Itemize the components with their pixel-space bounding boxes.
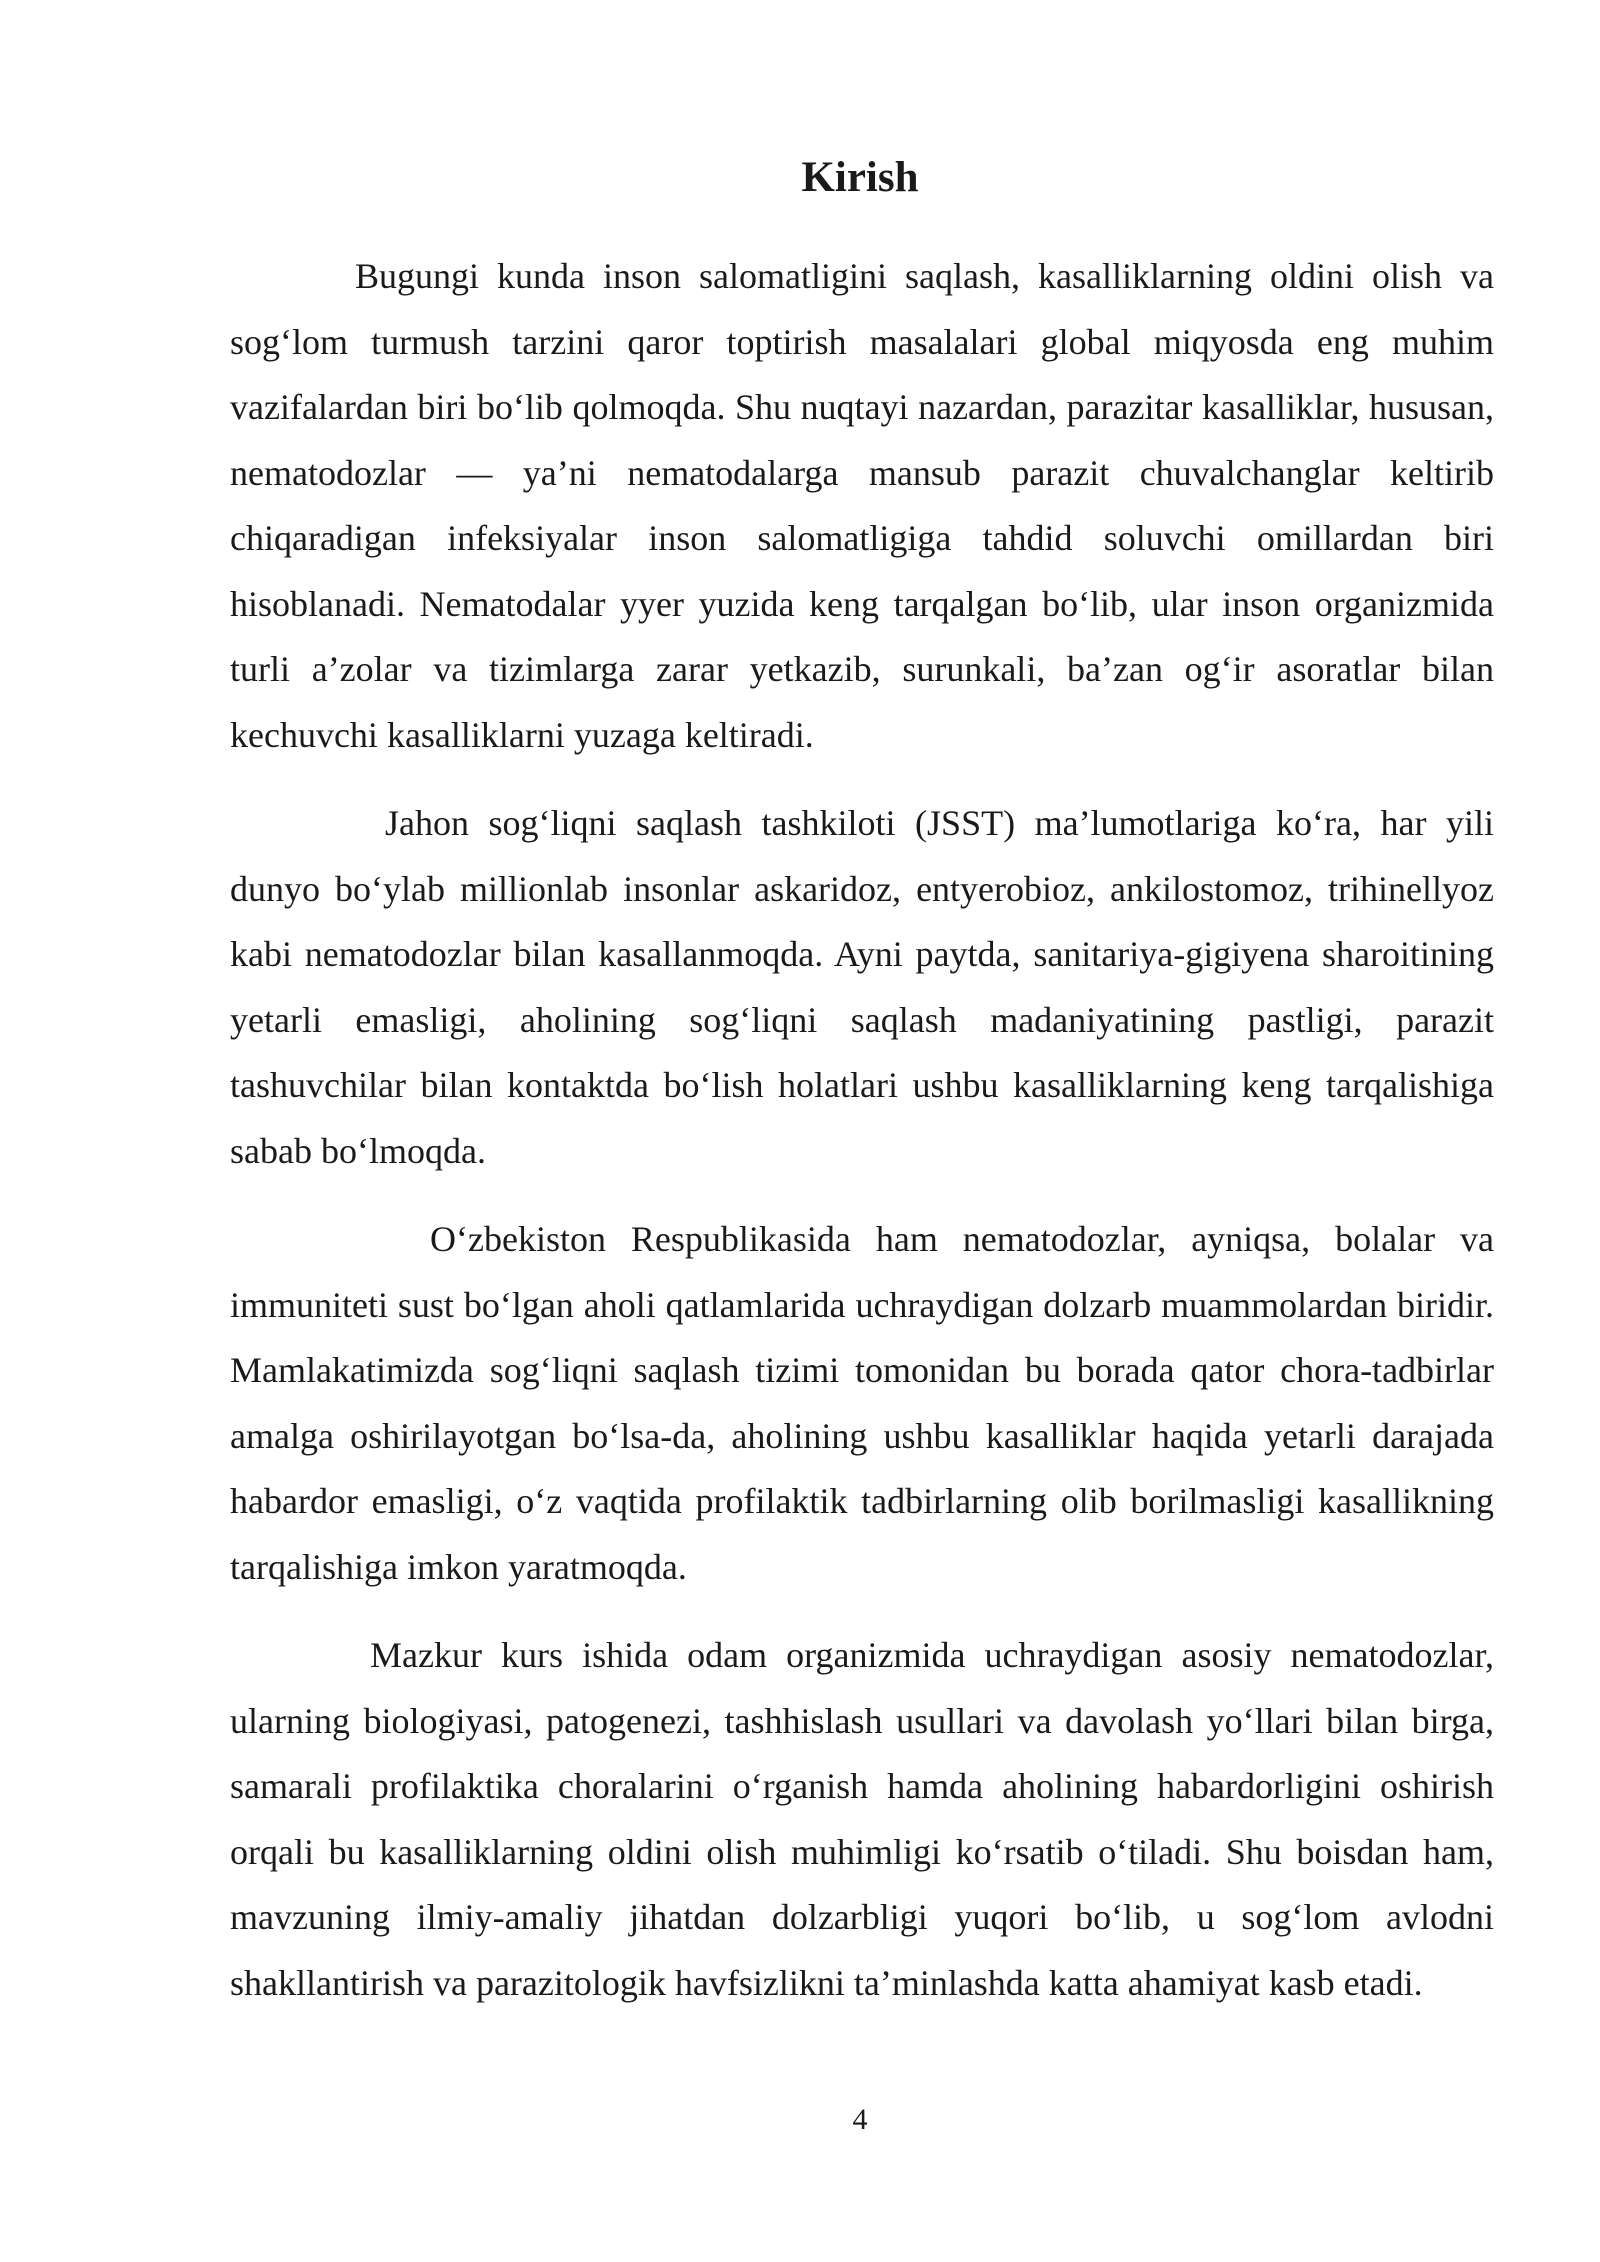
page-title: Kirish: [801, 154, 919, 201]
paragraph-3: O‘zbekiston Respublikasida ham nematodozlar, ayniqsa, bolalar va immuniteti sust bo‘lgan aholi qatlamlarida uchraydigan dolzarb muammolardan biridir. Mamlakatimizda sog‘liqni saqlash tizimi tomonidan bu borada qator chora-tadbirlar amalga oshirilayotgan bo‘lsa-da, aholining ushbu kasalliklar haqida yetarli darajada habardor emasligi, o‘z vaqtida profilaktik tadbirlarning olib borilmasligi kasallikning tarqalishiga imkon yaratmoqda.: [230, 1219, 1494, 1587]
body-text: [230, 244, 1494, 2016]
paragraph-1: Bugungi kunda inson salomatligini saqlash, kasalliklarning oldini olish va sog‘lom turmush tarzini qaror toptirish masalalari global miqyosda eng muhim vazifalardan biri bo‘lib qolmoqda. Shu nuqtayi nazardan, parazitar kasalliklar, hususan, nematodozlar — ya’ni nematodalarga mansub parazit chuvalchanglar keltirib chiqaradigan infeksiyalar inson salomatligiga tahdid soluvchi omillardan biri hisoblanadi. Nematodalar yyer yuzida keng tarqalgan bo‘lib, ular inson organizmida turli a’zolar va tizimlarga zarar yetkazib, surunkali, ba’zan og‘ir asoratlar bilan kechuvchi kasalliklarni yuzaga keltiradi.: [230, 256, 1494, 755]
paragraph-4: Mazkur kurs ishida odam organizmida uchraydigan asosiy nematodozlar, ularning biologiyasi, patogenezi, tashhislash usullari va davolash yo‘llari bilan birga, samarali profilaktika choralarini o‘rganish hamda aholining habardorligini oshirish orqali bu kasalliklarning oldini olish muhimligi ko‘rsatib o‘tiladi. Shu boisdan ham, mavzuning ilmiy-amaliy jihatdan dolzarbligi yuqori bo‘lib, u sog‘lom avlodni shakllantirish va parazitologik havfsizlikni ta’minlashda katta ahamiyat kasb etadi.: [230, 1635, 1494, 2003]
page-number: 4: [852, 2103, 868, 2136]
paragraph-2: Jahon sog‘liqni saqlash tashkiloti (JSST) ma’lumotlariga ko‘ra, har yili dunyo bo‘ylab millionlab insonlar askaridoz, entyerobioz, ankilostomoz, trihinellyoz kabi nematodozlar bilan kasallanmoqda. Ayni paytda, sanitariya-gigiyena sharoitining yetarli emasligi, aholining sog‘liqni saqlash madaniyatining pastligi, parazit tashuvchilar bilan kontaktda bo‘lish holatlari ushbu kasalliklarning keng tarqalishiga sabab bo‘lmoqda.: [230, 803, 1494, 1171]
